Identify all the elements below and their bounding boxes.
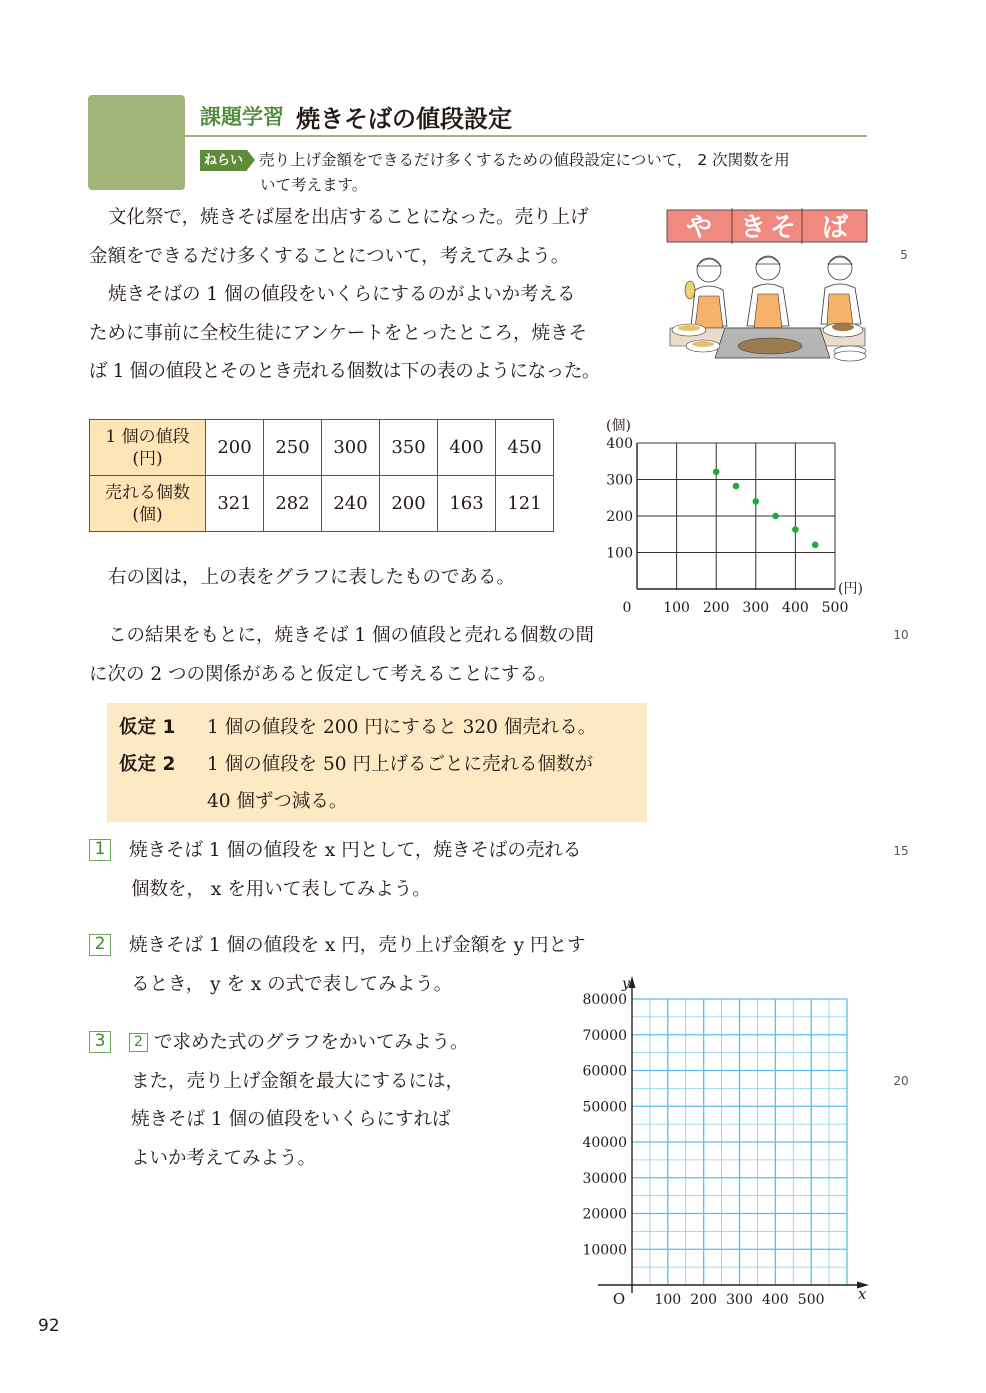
chart-caption: 右の図は，上の表をグラフに表したものである。	[108, 567, 516, 588]
x-axis-label: (円)	[838, 581, 863, 597]
table-cell: 350	[380, 420, 438, 476]
y-tick-label: 80000	[582, 992, 627, 1008]
question-1: 1 焼きそば 1 個の値段を x 円として，焼きそばの売れる 個数を， x を用いて表してみよう。	[89, 832, 581, 909]
line-number: 15	[893, 844, 909, 858]
data-point	[733, 483, 740, 490]
origin-label: O	[612, 1290, 626, 1308]
question-2: 2 焼きそば 1 個の値段を x 円，売り上げ金額を y 円とす るとき， y を x の式で表してみよう。	[89, 927, 585, 1004]
x-tick-label: 300	[742, 600, 770, 616]
x-tick-label: 500	[821, 600, 849, 616]
assumption-2: 仮定 2 1 個の値段を 50 円上げるごとに売れる個数が	[119, 746, 647, 783]
assumption-intro-paragraph	[89, 617, 659, 694]
assumption-1: 仮定 1 1 個の値段を 200 円にすると 320 個売れる。	[119, 709, 647, 746]
x-tick-label: 100	[663, 600, 690, 616]
table-cell: 163	[438, 476, 496, 532]
x-tick-label: 0	[622, 600, 632, 616]
y-tick-label: 100	[606, 545, 633, 562]
row-header: 売れる個数 (個)	[90, 476, 206, 532]
y-tick-label: 50000	[582, 1099, 627, 1116]
data-point	[772, 513, 779, 520]
sign-char: き	[739, 213, 767, 243]
sign-char: ば	[821, 213, 849, 243]
question-ref-badge: 2	[129, 1033, 148, 1052]
y-tick-label: 40000	[582, 1135, 627, 1151]
aim-section	[200, 148, 870, 198]
row-header: 1 個の値段 (円)	[90, 420, 206, 476]
intro-paragraph	[89, 199, 659, 392]
student-center	[747, 256, 789, 328]
y-tick-label: 400	[606, 436, 633, 452]
aim-text-line1: 売り上げ金額をできるだけ多くするための値段設定について， 2 次関数を用	[259, 151, 790, 169]
aim-badge: ねらい	[200, 150, 247, 171]
header-accent-block	[88, 95, 185, 190]
chart-caption-paragraph	[89, 559, 659, 598]
assumption-2-cont: 40 個ずつ減る。	[207, 791, 348, 812]
y-tick-label: 10000	[582, 1242, 627, 1259]
data-point	[792, 526, 799, 533]
table-cell: 321	[206, 476, 264, 532]
assumption-label: 仮定 1	[119, 717, 176, 738]
question-3: 3 2 で求めた式のグラフをかいてみよう。 また，売り上げ金額を最大にするには， 焼きそば 1 個の値段をいくらにすれば よいか考えてみよう。	[89, 1024, 469, 1178]
intro-line: 文化祭で，焼きそば屋を出店することになった。売り上げ	[108, 207, 589, 228]
x-tick-label: 500	[797, 1292, 825, 1308]
x-tick-label: 400	[761, 1292, 789, 1308]
page-number: 92	[38, 1316, 60, 1336]
table-row	[90, 420, 554, 476]
intro-line: 焼きそばの 1 個の値段をいくらにするのがよいか考える	[108, 284, 576, 305]
intro-line: 金額をできるだけ多くすることについて，考えてみよう。	[89, 245, 570, 267]
student-right	[821, 256, 861, 326]
x-axis-label: x	[858, 1285, 867, 1303]
table-cell: 400	[438, 420, 496, 476]
x-tick-label: 200	[690, 1292, 718, 1308]
y-axis-label: (個)	[606, 418, 631, 434]
table-cell: 450	[496, 420, 554, 476]
line-number: 5	[900, 248, 908, 262]
aim-text-line2: いて考えます。	[260, 176, 368, 194]
x-tick-label: 400	[782, 600, 809, 616]
title-divider	[185, 135, 867, 137]
question-number-badge: 3	[89, 1031, 111, 1053]
yakisoba-stall-illustration	[665, 206, 870, 366]
data-point	[812, 542, 819, 549]
x-tick-label: 100	[654, 1292, 682, 1308]
x-tick-label: 300	[726, 1292, 753, 1308]
table-row	[90, 476, 554, 532]
sign-char: や	[685, 213, 713, 243]
y-tick-label: 70000	[582, 1027, 627, 1044]
table-cell: 200	[380, 476, 438, 532]
line-number: 20	[893, 1074, 909, 1088]
table-cell: 300	[322, 420, 380, 476]
x-tick-label: 200	[702, 600, 730, 616]
table-cell: 282	[264, 476, 322, 532]
intro-line: ば 1 個の値段とそのとき売れる個数は下の表のようになった。	[89, 361, 601, 382]
body-line: に次の 2 つの関係があると仮定して考えることにする。	[89, 663, 557, 685]
y-tick-label: 300	[606, 472, 633, 489]
assumption-label: 仮定 2	[119, 754, 176, 775]
title-main: 焼きそばの値段設定	[296, 104, 512, 133]
revenue-grid-chart	[570, 970, 870, 1310]
question-number-badge: 2	[89, 934, 111, 956]
title-tag: 課題学習	[200, 105, 284, 129]
page-title	[200, 96, 512, 136]
y-tick-label: 20000	[582, 1206, 627, 1223]
y-tick-label: 60000	[582, 1063, 627, 1080]
y-tick-label: 200	[606, 509, 633, 525]
y-axis-label: y	[622, 976, 630, 992]
intro-line: ために事前に全校生徒にアンケートをとったところ，焼きそ	[89, 322, 588, 344]
y-tick-label: 30000	[582, 1170, 627, 1187]
table-cell: 200	[206, 420, 264, 476]
student-left	[685, 258, 727, 328]
table-cell: 121	[496, 476, 554, 532]
assumptions-box	[107, 703, 647, 822]
body-line: この結果をもとに，焼きそば 1 個の値段と売れる個数の間	[108, 625, 595, 646]
table-cell: 240	[322, 476, 380, 532]
line-number: 10	[893, 628, 909, 642]
price-sales-table	[89, 419, 554, 532]
data-point	[713, 469, 720, 476]
data-point	[753, 498, 760, 505]
question-number-badge: 1	[89, 839, 111, 861]
sign-char: そ	[769, 213, 797, 243]
table-cell: 250	[264, 420, 322, 476]
